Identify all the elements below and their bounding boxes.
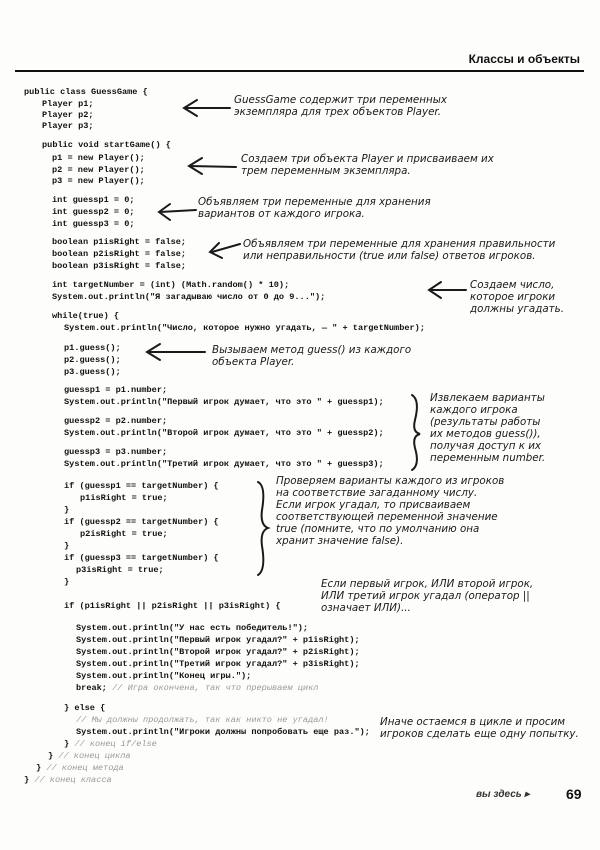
code-comment: // конец метода [41,763,124,773]
code-line: int guessp1 = 0; [52,195,135,205]
page-number: 69 [566,786,582,802]
code-comment: // Мы должны продолжать, так как никто не угадал! [76,715,329,725]
annotation-check-guesses: Проверяем варианты каждого из игроков на соответствие загаданному числу. Если игрок угадал, то присваиваем соответствующей переменной значение true (помните, что по умолчанию она хранит значение false). [276,475,505,547]
annotation-isright-variables: Объявляем три переменные для хранения правильности или неправильности (true или false) ответов игроков. [243,238,556,262]
code-line: if (guessp3 == targetNumber) { [64,553,219,563]
code-line: p3 = new Player(); [52,176,145,186]
code-line: p2isRight = true; [80,529,168,539]
annotation-guess-variables: Объявляем три переменные для хранения вариантов от каждого игрока. [198,196,431,220]
you-are-here-label: вы здесь ▸ [476,789,530,800]
arrow-2 [189,158,236,174]
annotation-create-players: Создаем три объекта Player и присваиваем их трем переменным экземпляра. [241,153,494,177]
arrow-5 [429,282,466,298]
code-comment: // конец цикла [53,751,131,761]
code-line: } else { [64,703,106,713]
code-line: int guessp2 = 0; [52,207,135,217]
annotation-target-number: Создаем число, которое игроки должны угадать. [470,279,564,315]
code-line: if (guessp1 == targetNumber) { [64,481,219,491]
code-comment: // конец класса [29,775,112,785]
code-line: guessp1 = p1.number; [64,385,168,395]
code-line: System.out.println("Второй игрок думает, что это " + guessp2); [64,428,384,438]
code-line: System.out.println("Первый игрок думает, что это " + guessp1); [64,397,384,407]
code-line: Player p1; [42,99,94,109]
code-line: while(true) { [52,311,120,321]
chapter-header-title: Классы и объекты [468,52,580,66]
code-line: p2.guess(); [64,355,121,365]
code-line: System.out.println("Третий игрок думает, что это " + guessp3); [64,459,384,469]
code-line: public void startGame() { [42,140,171,150]
code-line: Player p2; [42,110,94,120]
code-line: guessp2 = p2.number; [64,416,168,426]
arrow-3 [159,204,196,220]
code-line: public class GuessGame { [24,87,148,97]
code-line: boolean p2isRight = false; [52,249,187,259]
annotation-call-guess: Вызываем метод guess() из каждого объекта Player. [212,344,412,368]
brace-2 [258,482,268,575]
code-line: p3.guess(); [64,367,121,377]
code-line: } // конец if/else [64,739,157,749]
code-line: int guessp3 = 0; [52,219,135,229]
code-line: guessp3 = p3.number; [64,447,168,457]
code-comment: // Игра окончена, так что прерываем цикл [106,683,319,693]
arrow-4 [210,243,240,258]
code-line: Player p3; [42,121,94,131]
code-line: } [64,541,70,551]
code-line: System.out.println("У нас есть победитель!"); [76,623,309,633]
code-line: p2 = new Player(); [52,165,145,175]
code-line: break; // Игра окончена, так что прерываем цикл [76,683,319,693]
code-line: System.out.println("Я загадываю число от 0 до 9..."); [52,292,326,302]
code-line: boolean p3isRight = false; [52,261,187,271]
code-line: p1isRight = true; [80,493,168,503]
code-line: int targetNumber = (int) (Math.random() * 10); [52,280,290,290]
arrow-1 [184,100,230,116]
code-line: System.out.println("Второй игрок угадал?" + p2isRight); [76,647,360,657]
code-line: p1 = new Player(); [52,153,145,163]
code-comment: // конец if/else [69,739,157,749]
code-line: if (guessp2 == targetNumber) { [64,517,219,527]
brace-1 [412,395,420,470]
code-line: System.out.println("Первый игрок угадал?" + p1isRight); [76,635,360,645]
annotation-player-variables: GuessGame содержит три переменных экземпляра для трех объектов Player. [234,94,447,118]
code-line: } [64,577,70,587]
code-line: } [64,505,70,515]
code-line: } // конец метода [36,763,124,773]
code-line: p3isRight = true; [76,565,164,575]
code-line: } // конец класса [24,775,112,785]
code-line: System.out.println("Третий игрок угадал?" + p3isRight); [76,659,360,669]
annotation-else-loop: Иначе остаемся в цикле и просим игроков сделать еще одну попытку. [380,716,579,740]
code-line: boolean p1isRight = false; [52,237,187,247]
code-line: if (p1isRight || p2isRight || p3isRight) { [64,601,281,611]
annotation-or-operator: Если первый игрок, ИЛИ второй игрок, ИЛИ третий игрок угадал (оператор || означает ИЛИ)... [321,578,534,614]
code-line: } // конец цикла [48,751,131,761]
annotation-extract-guesses: Извлекаем варианты каждого игрока (результаты работы их методов guess()), получая доступ к их переменным number. [430,392,546,464]
code-line: System.out.println("Конец игры."); [76,671,252,681]
code-line: System.out.println("Число, которое нужно угадать, — " + targetNumber); [64,323,425,333]
code-line: p1.guess(); [64,343,121,353]
arrow-6 [147,344,205,360]
code-line: System.out.println("Игроки должны попробовать еще раз."); [76,727,370,737]
